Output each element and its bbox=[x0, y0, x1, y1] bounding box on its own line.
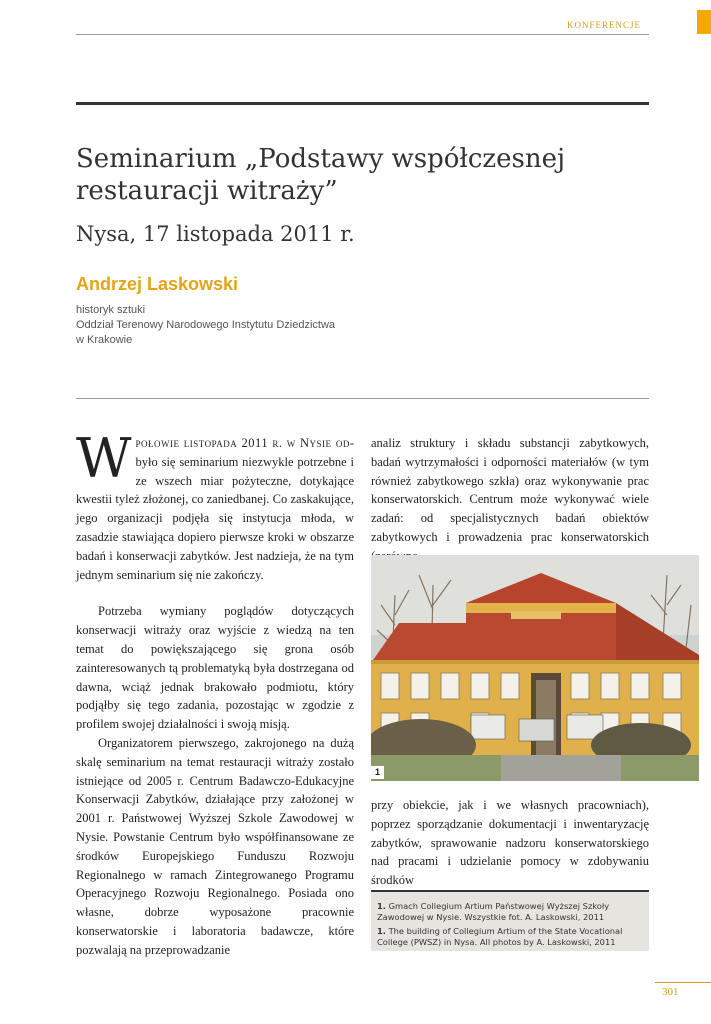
header-rule bbox=[76, 34, 649, 35]
building-photo bbox=[371, 555, 699, 781]
lead-in: połowie listopada 2011 r. w Nysie od bbox=[135, 436, 350, 450]
body-top-rule bbox=[76, 398, 649, 399]
right-column-top bbox=[371, 434, 649, 566]
article-subtitle: Nysa, 17 listopada 2011 r. bbox=[76, 222, 355, 246]
section-color-tab bbox=[697, 10, 711, 34]
affiliation-line: Oddział Terenowy Narodowego Instytutu Dziedzictwa bbox=[76, 319, 336, 331]
caption-english: 1. The building of Collegium Artium of the State Vocational College (PWSZ) in Nysa. All photos by A. Laskowski, 2011 bbox=[377, 926, 623, 947]
footer-rule bbox=[655, 982, 711, 983]
paragraph-4: analiz struktury i składu substancji zabytkowych, badań wytrzymałości i odporności materiałów (w tym również zabytkowego szkła) oraz wykonywanie prac konserwatorskich. Centrum może wykonywać wiele zadań: od specjalistycznych badań obiektów zabytkowych i prowadzenia prac konserwatorskich bbox=[371, 436, 649, 544]
figure-number: 1 bbox=[371, 766, 384, 779]
caption-polish: 1. Gmach Collegium Artium Państwowej Wyższej Szkoły Zawodowej w Nysie. Wszystkie fot. A. Laskowski, 2011 bbox=[377, 901, 610, 922]
section-label: KONFERENCJE bbox=[567, 20, 642, 30]
drop-cap: W bbox=[76, 427, 132, 490]
left-column bbox=[76, 427, 354, 960]
article-title: Seminarium „Podstawy współczesnej restauracji witraży” bbox=[76, 144, 566, 206]
paragraph-3: Organizatorem pierwszego, zakrojonego na dużą skalę seminarium na temat restauracji witraży zostało istniejące od 2005 r. Centrum Badawczo-Edukacyjne Konserwacji Zabytków, działające przy założonej w 2001 r. Państwowej Wyższej Szkole Zawodowej w Nysie. Powstanie Centrum było współfinansowane ze środków Europejskiego Funduszu Rozwoju Regionalnego w ramach Zintegrowanego Programu Operacyjnego Rozwoju Regionalnego. Posiada ono własne, dobrze wyposażone pracownie konserwatorskie i laboratoria badawcze, które pozwalają na przeprowadzanie bbox=[76, 735, 354, 957]
affiliation-line: historyk sztuki bbox=[76, 304, 146, 316]
title-top-rule bbox=[76, 102, 649, 105]
author-affiliation bbox=[76, 303, 335, 348]
page-number: 301 bbox=[662, 986, 679, 998]
paragraph-2: Potrzeba wymiany poglądów dotyczących konserwacji witraży oraz wyjście z wiedzą na ten temat do powiększającego się grona osób zainteresowanych tą problematyką była dostrzegana od dawna, wciąż jednak brakowało podmiotu, który podjąłby się tego zadania, pozostając w zgodzie z profilem swojej działalności i swoją misją. bbox=[76, 604, 354, 732]
paragraph-1 bbox=[76, 427, 354, 584]
figure-caption bbox=[371, 890, 649, 951]
affiliation-line: w Krakowie bbox=[76, 334, 133, 346]
paragraph-1-text: -było się seminarium niezwykle potrzebne i ze wszech miar pożyteczne, dotykające kwestii tyleż złożonej, co zaniedbanej. Co zaskakujące, jego organizacji podjęła się instytucja młoda, w zasadzie stawiająca dopiero pierwsze kroki w obszarze badań i konserwacji zabytków. Jest nadzieja, że na tym jednym seminarium się nie zakończy. bbox=[76, 436, 354, 582]
paragraph-5: przy obiekcie, jak i we własnych pracowniach), poprzez sporządzanie dokumentacji i inwentaryzację zabytków, sprawowanie nadzoru konserwatorskiego nad pracami i udzielanie pomocy w zdobywaniu środków bbox=[371, 798, 649, 888]
author-name: Andrzej Laskowski bbox=[76, 274, 239, 294]
right-column-bottom bbox=[371, 796, 649, 890]
